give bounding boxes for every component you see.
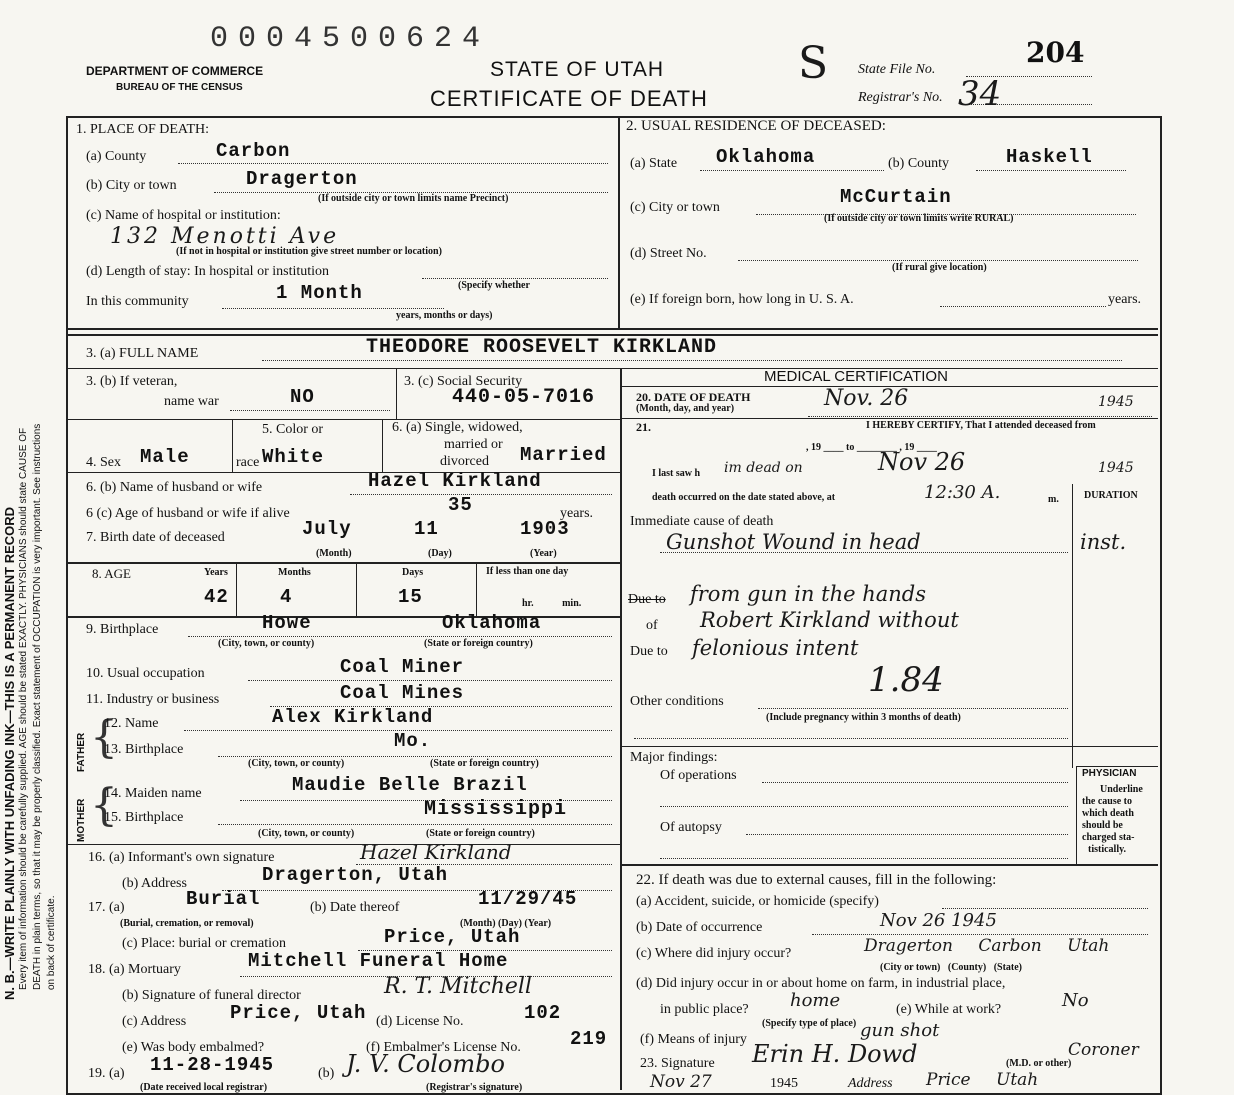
city-label: (b) City or town [86, 178, 177, 193]
burial-value: Burial [186, 888, 261, 910]
physician-heading: PHYSICIAN [1082, 768, 1137, 779]
city-note: (If outside city or town limits name Precinct) [318, 193, 509, 204]
full-name-value: THEODORE ROOSEVELT KIRKLAND [366, 336, 718, 359]
hospital-label: (c) Name of hospital or institution: [86, 208, 281, 223]
marital-label-2: married or [444, 437, 503, 452]
received-note: (Date received local registrar) [140, 1082, 268, 1093]
spouse-label: 6. (b) Name of husband or wife [86, 480, 263, 495]
industry-value: Coal Mines [340, 682, 465, 704]
registrar-number: 34 [958, 74, 1002, 114]
age-less-label: If less than one day [486, 566, 569, 577]
duration-value: inst. [1080, 530, 1127, 554]
res-city-label: (c) City or town [630, 200, 720, 215]
month-note: (Month) [316, 548, 352, 559]
res-city-note: (If outside city or town limits write RURAL) [824, 213, 1014, 224]
state-file-number: 204 [1026, 36, 1085, 69]
received-label: 19. (a) [88, 1066, 125, 1081]
death-county-value: Carbon [216, 140, 291, 162]
sex-label: 4. Sex [86, 455, 121, 470]
external-causes-heading: 22. If death was due to external causes, fill in the following: [636, 872, 997, 888]
informant-address-label: (b) Address [122, 876, 187, 891]
birthplace-city-value: Howe [262, 612, 312, 634]
spouse-value: Hazel Kirkland [368, 470, 542, 492]
last-saw-value: im dead on [724, 460, 803, 476]
other-conditions-note: (Include pregnancy within 3 months of death) [766, 712, 961, 723]
full-name-label: 3. (a) FULL NAME [86, 346, 199, 361]
birth-date-label: 7. Birth date of deceased [86, 530, 225, 545]
bp-state-note: (State or foreign country) [424, 638, 533, 649]
foreign-label: (e) If foreign born, how long in U. S. A. [630, 292, 854, 307]
day-note: (Day) [428, 548, 452, 559]
margin-instruction-2: Every item of information should be carefully supplied. AGE should be stated EXACTLY. PHYSICIANS should state CAUSE OF [18, 427, 29, 990]
sex-value: Male [140, 446, 190, 468]
street-label: (d) Street No. [630, 246, 707, 261]
at-work-label: (e) While at work? [896, 1002, 1002, 1017]
ssn-label: 3. (c) Social Security [404, 374, 523, 389]
age-label: 8. AGE [92, 566, 131, 581]
age-years-value: 42 [204, 586, 229, 608]
age-years-label: Years [204, 567, 228, 578]
classification-stamp: 1.84 [868, 660, 944, 700]
coroner-title: Coroner [1068, 1040, 1139, 1060]
year-note: (Year) [530, 548, 557, 559]
occurrence-date-value: Nov 26 1945 [880, 910, 997, 931]
place-of-death-heading: 1. PLACE OF DEATH: [76, 122, 210, 137]
signature-label: 23. Signature [640, 1056, 715, 1071]
injury-location-value: Dragerton Carbon Utah [864, 936, 1110, 956]
street-note: (If rural give location) [892, 262, 987, 273]
spouse-years-label: years. [560, 506, 594, 521]
due-to-3-label: Due to [630, 644, 668, 659]
certifier-signature: Erin H. Dowd [752, 1040, 918, 1068]
certify-from-to: , 19 ____ to ________ , 19 ____ [806, 442, 937, 453]
injury-place-label: (d) Did injury occur in or about home on farm, in industrial place, [636, 976, 1006, 991]
immediate-cause-value: Gunshot Wound in head [666, 530, 921, 554]
embalmed-label: (e) Was body embalmed? [122, 1040, 265, 1055]
means-of-injury-label: (f) Means of injury [640, 1032, 747, 1047]
burial-place-value: Price, Utah [384, 926, 521, 948]
specify-note-2: years, months or days) [396, 310, 493, 321]
registrar-sig-label: (b) [318, 1066, 335, 1081]
date-of-death-year: 1945 [1098, 394, 1134, 410]
race-label: race [236, 455, 260, 470]
signature-year: 1945 [770, 1076, 798, 1091]
burial-note: (Burial, cremation, or removal) [120, 918, 254, 929]
community-stay-value: 1 Month [276, 282, 363, 304]
date-of-death-note: (Month, day, and year) [636, 403, 735, 414]
injury-location-note: (City or town) (County) (State) [880, 962, 1023, 973]
industry-label: 11. Industry or business [86, 692, 220, 707]
mother-city-note: (City, town, or county) [258, 828, 355, 839]
mortuary-address-value: Price, Utah [230, 1002, 367, 1024]
license-label: (d) License No. [376, 1014, 464, 1029]
war-label: name war [164, 394, 219, 409]
age-months-value: 4 [280, 586, 293, 608]
m-label: m. [1048, 494, 1059, 505]
county-label: (a) County [86, 149, 147, 164]
duration-label: DURATION [1084, 490, 1138, 501]
physician-line-2: the cause to [1082, 796, 1132, 807]
occurrence-date-label: (b) Date of occurrence [636, 920, 763, 935]
color-label: 5. Color or [262, 422, 324, 437]
medical-certification-heading: MEDICAL CERTIFICATION [764, 368, 948, 385]
registrar-sig-note: (Registrar's signature) [426, 1082, 523, 1093]
specify-note: (Specify whether [458, 280, 530, 291]
margin-instruction-1: N. B.—WRITE PLAINLY WITH UNFADING INK—THIS IS A PERMANENT RECORD [2, 506, 17, 1000]
mother-name-label: 14. Maiden name [104, 786, 202, 801]
physician-line-5: charged sta- [1082, 832, 1135, 843]
father-bp-value: Mo. [394, 730, 432, 752]
due-to-3-value: felonious intent [692, 636, 859, 660]
signature-date: Nov 27 [650, 1072, 712, 1092]
spouse-age-value: 35 [448, 494, 473, 516]
stay-label: (d) Length of stay: In hospital or institution [86, 264, 330, 279]
veteran-value: NO [290, 386, 315, 408]
age-days-value: 15 [398, 586, 423, 608]
mother-bp-label: 15. Birthplace [104, 810, 184, 825]
father-name-label: 12. Name [104, 716, 159, 731]
margin-instruction-3: DEATH in plain terms, so that it may be properly classified. Exact statement of OCCUPATION is very important. See instructions [32, 423, 43, 990]
res-county-label: (b) County [888, 156, 950, 171]
margin-instruction-4: on back of certificate. [46, 895, 57, 990]
at-work-value: No [1062, 990, 1089, 1011]
veteran-label: 3. (b) If veteran, [86, 374, 178, 389]
informant-label: 16. (a) Informant's own signature [88, 850, 275, 865]
years-label: years. [1108, 292, 1142, 307]
certify-text: I HEREBY CERTIFY, That I attended deceased from [866, 420, 1096, 431]
manner-label: (a) Accident, suicide, or homicide (specify) [636, 894, 879, 909]
injury-location-label: (c) Where did injury occur? [636, 946, 792, 961]
department-label: DEPARTMENT OF COMMERCE [86, 64, 264, 78]
death-city-value: Dragerton [246, 168, 358, 190]
registrar-number-label: Registrar's No. [858, 90, 943, 105]
due-to-2-value: Robert Kirkland without [700, 608, 959, 632]
race-value: White [262, 446, 325, 468]
residence-county-value: Haskell [1006, 146, 1093, 168]
physician-line-3: which death [1082, 808, 1134, 819]
father-label: FATHER [76, 732, 87, 772]
physician-line-4: should be [1082, 820, 1123, 831]
mother-bp-value: Mississippi [424, 798, 568, 821]
burial-num-label: 17. (a) [88, 900, 125, 915]
date-thereof-label: (b) Date thereof [310, 900, 400, 915]
mother-name-value: Maudie Belle Brazil [292, 774, 528, 796]
operations-label: Of operations [660, 768, 737, 783]
birth-year-value: 1903 [520, 518, 570, 540]
embalmer-label: (f) Embalmer's License No. [366, 1040, 521, 1055]
residence-state-value: Oklahoma [716, 146, 816, 168]
specify-type-note: (Specify type of place) [762, 1018, 857, 1029]
residence-city-value: McCurtain [840, 186, 952, 208]
physician-line-6: tistically. [1088, 844, 1127, 855]
director-signature: R. T. Mitchell [384, 974, 532, 999]
death-time-value: 12:30 A. [924, 482, 1001, 503]
major-findings-label: Major findings: [630, 750, 718, 765]
father-state-note: (State or foreign country) [430, 758, 539, 769]
date-of-death-value: Nov. 26 [824, 386, 909, 411]
serial-number: 0004500624 [210, 22, 491, 56]
date-of-death-label: 20. DATE OF DEATH [636, 390, 751, 404]
due-to-1-label: Due to [628, 592, 666, 607]
certify-number: 21. [636, 420, 651, 434]
res-state-label: (a) State [630, 156, 678, 171]
birthplace-state-value: Oklahoma [442, 612, 542, 634]
registrar-signature: J. V. Colombo [346, 1050, 505, 1078]
last-saw-label: I last saw h [652, 468, 701, 479]
bureau-label: BUREAU OF THE CENSUS [116, 82, 243, 93]
residence-heading: 2. USUAL RESIDENCE OF DECEASED: [626, 118, 886, 134]
community-label: In this community [86, 294, 189, 309]
birth-day-value: 11 [414, 518, 439, 540]
license-value: 102 [524, 1002, 562, 1024]
occupation-value: Coal Miner [340, 656, 465, 678]
certificate-title: CERTIFICATE OF DEATH [430, 86, 708, 111]
last-saw-year: 1945 [1098, 460, 1134, 476]
director-label: (b) Signature of funeral director [122, 988, 301, 1003]
mother-label: MOTHER [76, 798, 87, 842]
other-conditions-label: Other conditions [630, 694, 724, 709]
last-saw-date: Nov 26 [878, 448, 966, 476]
mdy-note: (Month) (Day) (Year) [460, 918, 552, 929]
mortuary-label: 18. (a) Mortuary [88, 962, 181, 977]
birthplace-label: 9. Birthplace [86, 622, 159, 637]
signature-address-label: Address [848, 1076, 893, 1091]
due-to-2-label: of [646, 618, 658, 633]
hospital-note: (If not in hospital or institution give street number or location) [176, 246, 442, 257]
death-occurred-label: death occurred on the date stated above, at [652, 492, 836, 503]
injury-place-value: home [790, 990, 841, 1011]
physician-line-1: Underline [1100, 784, 1143, 795]
spouse-age-label: 6 (c) Age of husband or wife if alive [86, 506, 290, 521]
birth-month-value: July [302, 518, 352, 540]
mortuary-address-label: (c) Address [122, 1014, 187, 1029]
md-label: (M.D. or other) [1006, 1058, 1072, 1069]
hr-min-label: hr. min. [522, 598, 582, 609]
mortuary-value: Mitchell Funeral Home [248, 950, 509, 972]
occupation-label: 10. Usual occupation [86, 666, 205, 681]
burial-date-value: 11/29/45 [478, 888, 578, 910]
age-months-label: Months [278, 567, 311, 578]
embalmer-value: 219 [570, 1028, 608, 1050]
received-date-value: 11-28-1945 [150, 1054, 275, 1076]
autopsy-label: Of autopsy [660, 820, 722, 835]
hospital-value: 132 Menotti Ave [110, 224, 340, 249]
informant-signature: Hazel Kirkland [360, 840, 512, 864]
bp-city-note: (City, town, or county) [218, 638, 315, 649]
state-heading: STATE OF UTAH [490, 58, 664, 81]
father-city-note: (City, town, or county) [248, 758, 345, 769]
father-bp-label: 13. Birthplace [104, 742, 184, 757]
injury-place-label-2: in public place? [660, 1002, 749, 1017]
divorced-label: divorced [440, 454, 489, 469]
informant-address-value: Dragerton, Utah [262, 864, 449, 886]
signature-address-value: Price Utah [926, 1070, 1039, 1090]
burial-place-label: (c) Place: burial or cremation [122, 936, 287, 951]
marital-value: Married [520, 444, 607, 466]
state-file-label: State File No. [858, 62, 936, 77]
immediate-cause-label: Immediate cause of death [630, 514, 774, 529]
marital-label: 6. (a) Single, widowed, [392, 420, 523, 435]
means-of-injury-value: gun shot [860, 1020, 940, 1041]
due-to-1-value: from gun in the hands [690, 582, 926, 606]
ssn-value: 440-05-7016 [452, 386, 596, 409]
handwritten-s-mark: S [798, 38, 829, 89]
father-name-value: Alex Kirkland [272, 706, 434, 728]
age-days-label: Days [402, 567, 424, 578]
mother-state-note: (State or foreign country) [426, 828, 535, 839]
